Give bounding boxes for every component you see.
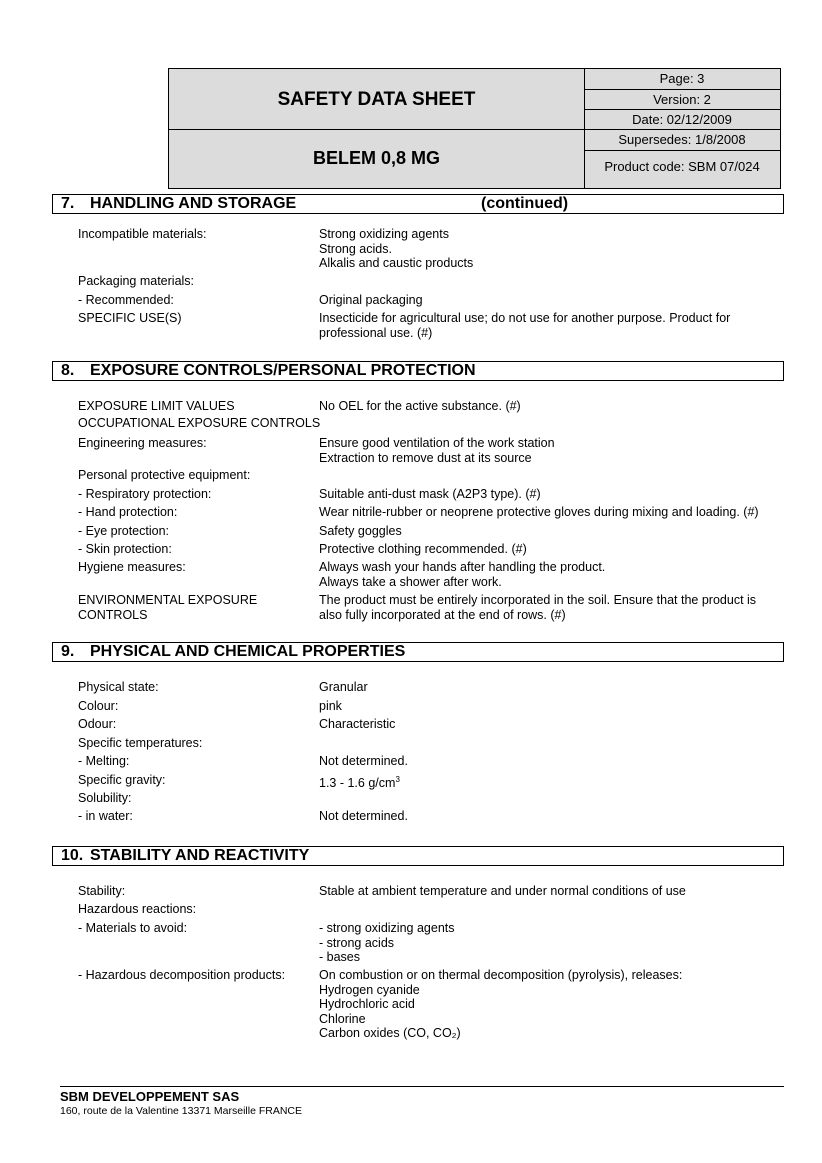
footer-divider [60, 1086, 784, 1087]
field-label: Engineering measures: [78, 436, 207, 450]
version: Version: 2 [584, 90, 780, 110]
field-value: Strong oxidizing agents Strong acids. Alkalis and caustic products [319, 227, 474, 270]
field-label: Solubility: [78, 791, 132, 805]
field-value: Suitable anti-dust mask (A2P3 type). (#) [319, 487, 541, 501]
field-value: Protective clothing recommended. (#) [319, 542, 527, 556]
section-title: HANDLING AND STORAGE [90, 195, 297, 212]
field-label: - in water: [78, 809, 133, 823]
field-value: The product must be entirely incorporated in the soil. Ensure that the product is also fully incorporated at the end of rows. (#) [319, 593, 757, 622]
continued-label: (continued) [481, 195, 569, 212]
field-value: Wear nitrile-rubber or neoprene protective gloves during mixing and loading. (#) [319, 505, 759, 519]
field-value [319, 773, 769, 791]
field-value: On combustion or on thermal decomposition (pyrolysis), releases: Hydrogen cyanide Hydrochloric acid Chlorine Carbon oxides (CO, CO₂) [319, 968, 683, 1040]
specific-gravity-value: 1.3 - 1.6 g/cm [319, 776, 396, 791]
field-label: OCCUPATIONAL EXPOSURE CONTROLS [78, 416, 321, 430]
field-label: - Hand protection: [78, 505, 178, 519]
field-label: Hazardous reactions: [78, 902, 197, 916]
section-number: 8. [61, 362, 75, 379]
section-number: 7. [61, 195, 75, 212]
section-7-heading [52, 194, 784, 214]
field-value: Granular [319, 680, 368, 694]
supersedes: Supersedes: 1/8/2008 [584, 130, 780, 151]
field-label: - Respiratory protection: [78, 487, 212, 501]
section-title: EXPOSURE CONTROLS/PERSONAL PROTECTION [90, 362, 476, 379]
field-value: Always wash your hands after handling the product. Always take a shower after work. [319, 560, 606, 589]
field-value: pink [319, 699, 342, 713]
field-value: - strong oxidizing agents - strong acids - bases [319, 921, 455, 964]
field-value: Insecticide for agricultural use; do not use for another purpose. Product for professional use. (#) [319, 311, 731, 340]
field-label: - Melting: [78, 754, 130, 768]
field-value: Stable at ambient temperature and under normal conditions of use [319, 884, 686, 898]
field-label: Packaging materials: [78, 274, 195, 288]
field-label: Physical state: [78, 680, 159, 694]
field-label: Incompatible materials: [78, 227, 207, 241]
company-name: SBM DEVELOPPEMENT SAS [60, 1089, 240, 1104]
document-title: SAFETY DATA SHEET [277, 89, 476, 110]
field-label: ENVIRONMENTAL EXPOSURE CONTROLS [78, 593, 258, 622]
section-8-heading [52, 361, 784, 381]
field-label: Odour: [78, 717, 117, 731]
field-value: Not determined. [319, 754, 408, 768]
field-value: Characteristic [319, 717, 396, 731]
field-label: - Recommended: [78, 293, 174, 307]
field-value: Original packaging [319, 293, 423, 307]
field-value: Not determined. [319, 809, 408, 823]
field-label: EXPOSURE LIMIT VALUES [78, 399, 235, 413]
page-number: Page: 3 [584, 69, 780, 90]
product-code: Product code: SBM 07/024 [604, 159, 760, 174]
field-value: No OEL for the active substance. (#) [319, 399, 521, 413]
field-label: SPECIFIC USE(S) [78, 311, 182, 325]
field-label: Personal protective equipment: [78, 468, 251, 482]
field-label: Stability: [78, 884, 126, 898]
field-value: Ensure good ventilation of the work station Extraction to remove dust at its source [319, 436, 555, 465]
field-label: - Hazardous decomposition products: [78, 968, 286, 982]
section-9-heading [52, 642, 784, 662]
section-number: 10. [61, 847, 84, 864]
date: Date: 02/12/2009 [584, 110, 780, 130]
section-10-heading [52, 846, 784, 866]
field-label: Colour: [78, 699, 119, 713]
company-address: 160, route de la Valentine 13371 Marseille FRANCE [60, 1105, 303, 1117]
field-label: Hygiene measures: [78, 560, 186, 574]
section-title: PHYSICAL AND CHEMICAL PROPERTIES [90, 643, 406, 660]
field-label: - Materials to avoid: [78, 921, 188, 935]
section-number: 9. [61, 643, 75, 660]
field-label: Specific gravity: [78, 773, 166, 787]
product-name: BELEM 0,8 MG [312, 148, 441, 168]
superscript: 3 [395, 775, 400, 784]
section-title: STABILITY AND REACTIVITY [90, 847, 310, 864]
field-label: - Eye protection: [78, 524, 170, 538]
field-label: Specific temperatures: [78, 736, 203, 750]
field-value: Safety goggles [319, 524, 402, 538]
field-label: - Skin protection: [78, 542, 172, 556]
